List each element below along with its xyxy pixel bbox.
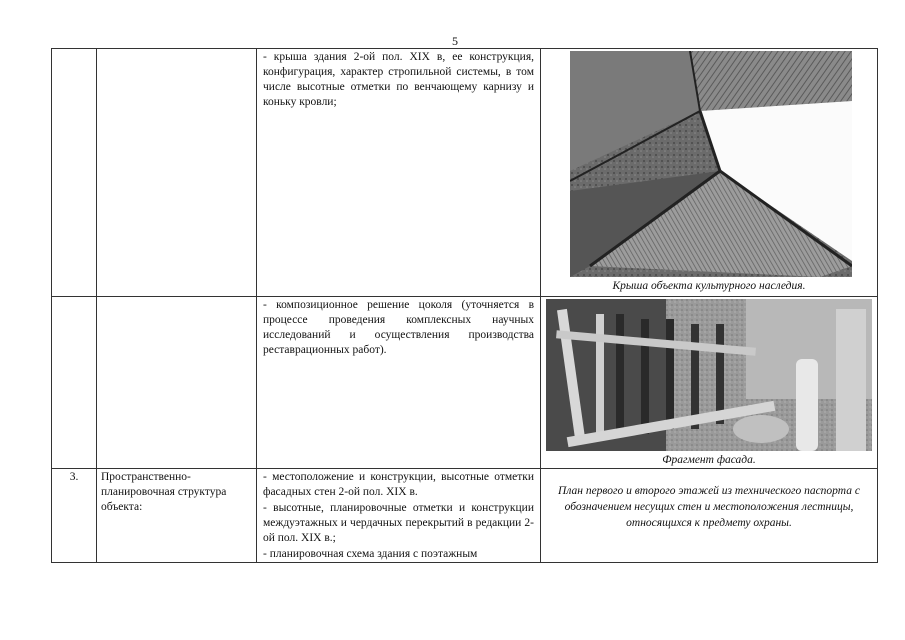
table-row xyxy=(52,469,878,563)
table-row xyxy=(52,49,878,297)
item-number: 3. xyxy=(69,471,79,483)
row-plan-cell xyxy=(541,469,878,563)
protection-subject-table xyxy=(51,48,878,563)
facade-photo xyxy=(546,299,872,451)
roof-photo-caption: Крыша объекта культурного наследия. xyxy=(612,280,806,292)
roof-photo xyxy=(570,51,852,277)
roof-description: - крыша здания 2-ой пол. XIX в, ее конструкция, конфигурация, характер стропильной системы, в том числе высотные отметки по венчающему карнизу и коньку кровли; xyxy=(263,51,534,108)
row-photo-cell xyxy=(541,49,878,297)
row-description-cell xyxy=(257,297,541,469)
page-number: 5 xyxy=(452,34,458,48)
row-number-cell xyxy=(52,297,97,469)
facade-photo-caption: Фрагмент фасада. xyxy=(662,454,756,466)
row-name-cell xyxy=(97,49,257,297)
structure-item-1: - местоположение и конструкции, высотные отметки фасадных стен 2-ой пол. XIX в. xyxy=(263,471,534,498)
row-number-cell xyxy=(52,49,97,297)
row-photo-cell xyxy=(541,297,878,469)
row-description-cell xyxy=(257,49,541,297)
row-number-cell xyxy=(52,469,97,563)
plinth-description: - композиционное решение цоколя (уточняется в процессе проведения комплексных научных исследований и осуществления производства реставрационных работ). xyxy=(263,299,534,356)
row-name-cell xyxy=(97,297,257,469)
structure-item-3: - планировочная схема здания с поэтажным xyxy=(263,548,478,560)
row-description-cell xyxy=(257,469,541,563)
item-name: Пространственно-планировочная структура объекта: xyxy=(101,471,227,513)
table-row xyxy=(52,297,878,469)
structure-item-2: - высотные, планировочные отметки и конструкции междуэтажных и чердачных перекрытий в редакции 2-ой пол. XIX в.; xyxy=(263,502,534,544)
floor-plan-note: План первого и второго этажей из технического паспорта с обозначением несущих стен и местоположения лестницы, относящихся к предмету охраны. xyxy=(558,485,860,529)
row-name-cell xyxy=(97,469,257,563)
